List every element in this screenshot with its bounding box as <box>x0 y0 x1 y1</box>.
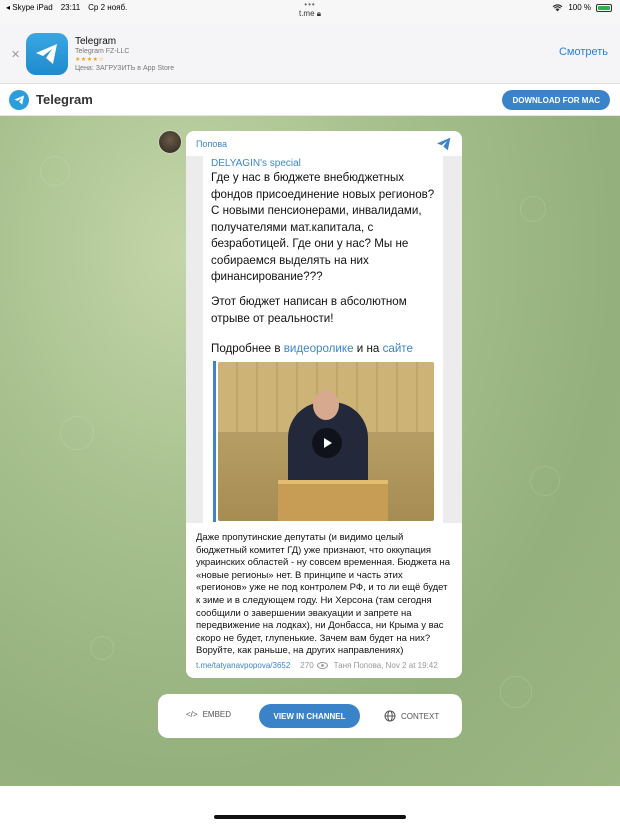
download-for-mac-button[interactable]: DOWNLOAD FOR MAC <box>502 90 610 110</box>
site-header <box>0 84 620 116</box>
telegram-app-icon <box>26 33 68 75</box>
multitask-dots-icon[interactable]: ••• <box>304 0 316 9</box>
post-signature: Таня Попова, Nov 2 at 19:42 <box>333 661 438 670</box>
view-in-channel-button[interactable]: VIEW IN CHANNEL <box>259 704 360 728</box>
context-button[interactable] <box>384 710 439 722</box>
action-bar <box>158 694 462 738</box>
globe-icon <box>384 710 396 722</box>
post-media-screenshot[interactable] <box>186 156 462 523</box>
wifi-icon <box>552 4 563 12</box>
post-link[interactable]: t.me/tatyanavpopova/3652 <box>196 661 291 670</box>
doodle-pattern <box>40 156 70 186</box>
status-right <box>552 3 612 12</box>
status-date: Ср 2 нояб. <box>88 3 128 12</box>
embed-button[interactable] <box>186 710 231 719</box>
post-footer <box>196 661 454 670</box>
banner-app-title: Telegram <box>75 36 117 47</box>
media-heading: DELYAGIN's special <box>211 158 301 169</box>
status-bar <box>0 0 620 24</box>
media-text: Где у нас в бюджете внебюджетных фондов присоединение новых регионов? С новыми пенсионерами, инвалидами, получателями мат.капитала, с безработицей. Где они у нас? Мы не собираемся выделять на них финансирование??? <box>211 171 435 283</box>
code-icon: </> <box>186 710 198 719</box>
post-author[interactable]: Попова <box>196 139 228 149</box>
quote-bar <box>213 361 216 522</box>
home-indicator[interactable] <box>214 815 406 819</box>
doodle-pattern <box>90 636 114 660</box>
avatar[interactable] <box>158 130 182 154</box>
lock-icon: 🔒︎ <box>316 9 322 18</box>
doodle-pattern <box>500 676 532 708</box>
battery-icon <box>596 4 612 12</box>
embed-label: EMBED <box>202 710 232 719</box>
url-text: t.me <box>298 9 315 18</box>
address-area[interactable] <box>0 1 620 19</box>
app-store-banner <box>0 24 620 84</box>
share-icon[interactable] <box>436 137 452 156</box>
rating-stars: ★★★★☆ <box>75 57 105 63</box>
banner-developer: Telegram FZ-LLC <box>75 48 130 55</box>
message-card <box>186 131 462 678</box>
brand-name[interactable]: Telegram <box>36 92 93 107</box>
media-site-link: сайте <box>382 342 413 355</box>
doodle-pattern <box>520 196 546 222</box>
doodle-pattern <box>530 466 560 496</box>
back-to-app[interactable]: ◂ Skype iPad <box>6 3 53 12</box>
battery-percent: 100 % <box>568 3 591 12</box>
view-count: 270 <box>300 661 314 670</box>
banner-price: Цена: ЗАГРУЗИТЬ в App Store <box>75 65 175 72</box>
media-more-line: Подробнее в видеоролике и на сайте <box>211 342 413 355</box>
close-icon[interactable]: ✕ <box>11 49 21 61</box>
context-label: CONTEXT <box>401 711 440 721</box>
status-time: 23:11 <box>60 3 81 12</box>
view-in-store-button[interactable]: Смотреть <box>558 46 608 58</box>
media-text-secondary: Этот бюджет написан в абсолютном отрыве от реальности! <box>211 295 407 325</box>
post-text: Даже пропутинские депутаты (и видимо целый бюджетный комитет ГД) уже признают, что оккупация украинских областей - ну совсем временная. Бюджета на «новые регионы» нет. В принципе и часть этих «регионов» уже не под контролем РФ, и то ли ещё будет к зиме и в следующем году. Ни Херсона (там сегодня сообщили о завершении эвакуации и запрете на передвижение на лодках), ни Донбасса, ни Крыма у вас скоро не будет, глупенькие. Зачем вам будет на них? Воруйте, как раньше, на других направлениях) <box>196 532 451 657</box>
telegram-logo-icon[interactable] <box>9 90 29 110</box>
media-video-link: видеоролике <box>283 342 354 355</box>
doodle-pattern <box>60 416 94 450</box>
video-thumbnail[interactable] <box>218 362 434 521</box>
play-icon[interactable] <box>312 428 342 458</box>
eye-icon <box>317 662 328 669</box>
media-content <box>203 156 443 523</box>
